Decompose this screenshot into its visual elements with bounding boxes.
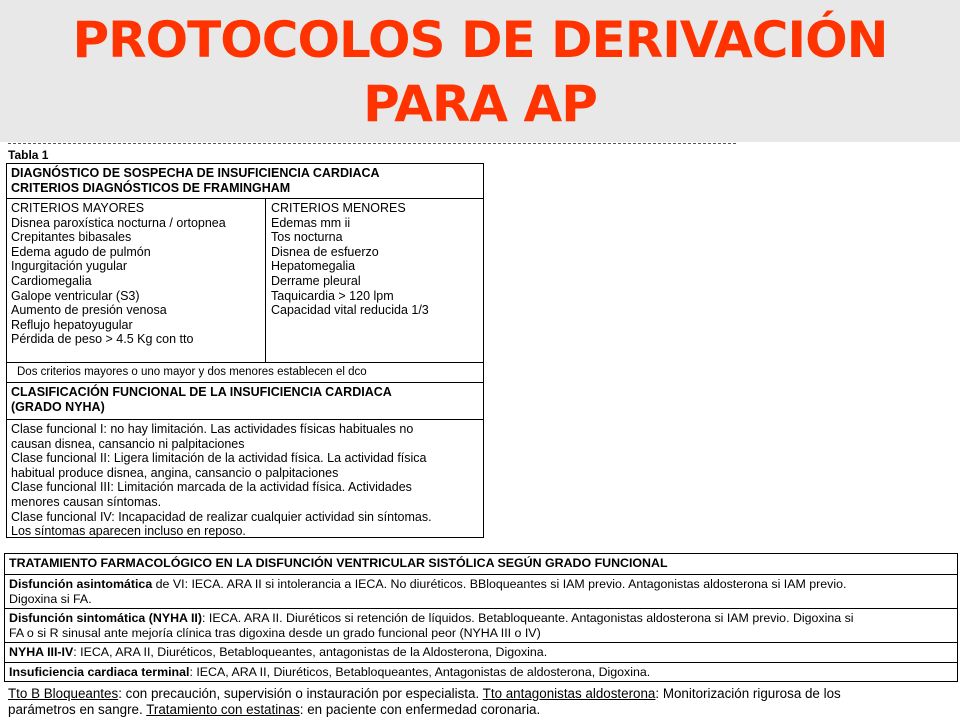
footer-note (8, 686, 952, 718)
criterio-menor: Edemas mm ii (271, 215, 351, 230)
nyha-line: Clase funcional III: Limitación marcada de la actividad física. Actividades (11, 480, 412, 495)
criterio-mayor: Crepitantes bibasales (11, 230, 132, 245)
tratamiento-row-text: de VI: IECA. ARA II si intolerancia a IECA. No diuréticos. BBloqueantes si IAM previo. Antagonistas aldosterona si IAM previo. (152, 577, 847, 591)
nyha-heading (7, 383, 483, 419)
criterio-mayor: Disnea paroxística nocturna / ortopnea (11, 215, 226, 230)
nyha-heading-line1: CLASIFICACIÓN FUNCIONAL DE LA INSUFICIENCIA CARDIACA (11, 385, 392, 399)
nyha-classes (7, 420, 483, 538)
criterios-mayores-title: CRITERIOS MAYORES (11, 201, 145, 215)
criterio-mayor: Edema agudo de pulmón (11, 244, 151, 259)
column-divider (265, 198, 266, 362)
tratamiento-row-label: Insuficiencia cardiaca terminal (9, 665, 190, 679)
criterio-menor: Hepatomegalia (271, 259, 356, 274)
criterio-menor: Taquicardia > 120 lpm (271, 288, 394, 303)
footer-text: : con precaución, supervisión o instauración por especialista. (118, 686, 483, 701)
criterio-menor: Capacidad vital reducida 1/3 (271, 303, 429, 318)
footer-text: parámetros en sangre. (8, 702, 147, 717)
tratamiento-row-label: NYHA III-IV (9, 645, 74, 659)
tratamiento-row (5, 575, 957, 608)
tratamiento-row-text: : IECA. ARA II. Diuréticos si retención de líquidos. Betabloqueante. Antagonistas aldosterona si IAM previo. Digoxina si (202, 611, 854, 625)
criterio-mayor: Pérdida de peso > 4.5 Kg con tto (11, 332, 194, 347)
title-line-2: PARA AP (363, 75, 597, 133)
criterio-mayor: Aumento de presión venosa (11, 303, 167, 318)
nyha-heading-line2: (GRADO NYHA) (11, 399, 105, 414)
tratamiento-row-text-cont: Digoxina si FA. (9, 592, 92, 606)
tratamiento-heading-text: TRATAMIENTO FARMACOLÓGICO EN LA DISFUNCIÓN VENTRICULAR SISTÓLICA SEGÚN GRADO FUNCIONAL (9, 556, 668, 570)
criterios-menores-cell (267, 199, 483, 362)
criterios-mayores-cell (7, 199, 265, 362)
tratamiento-row-label: Disfunción asintomática (9, 577, 153, 591)
title-line-1: PROTOCOLOS DE DERIVACIÓN (72, 11, 888, 69)
tratamiento-row-text: : IECA, ARA II, Diuréticos, Betabloqueantes, antagonistas de la Aldosterona, Digoxina. (73, 645, 548, 659)
tratamiento-table (4, 553, 958, 682)
framingham-heading-line2: CRITERIOS DIAGNÓSTICOS DE FRAMINGHAM (11, 180, 291, 195)
footer-term-bbloqueantes: Tto B Bloqueantes (8, 686, 119, 701)
framingham-nyha-table (6, 163, 484, 538)
dashed-divider (8, 143, 736, 144)
nyha-line: Clase funcional IV: Incapacidad de realizar cualquier actividad sin síntomas. (11, 509, 432, 524)
tratamiento-row (5, 663, 957, 681)
criterio-menor: Derrame pleural (271, 273, 361, 288)
footer-text: : Monitorización rigurosa de los (655, 686, 841, 701)
nyha-line: Los síntomas aparecen incluso en reposo. (11, 524, 246, 538)
footer-text: : en paciente con enfermedad coronaria. (299, 702, 541, 717)
criterio-mayor: Galope ventricular (S3) (11, 288, 140, 303)
nyha-line: Clase funcional I: no hay limitación. Las actividades físicas habituales no (11, 422, 414, 436)
criterio-mayor: Ingurgitación yugular (11, 259, 128, 274)
slide-title (0, 8, 960, 136)
framingham-heading-line1: DIAGNÓSTICO DE SOSPECHA DE INSUFICIENCIA CARDIACA (11, 166, 380, 180)
criterio-mayor: Reflujo hepatoyugular (11, 317, 133, 332)
criterio-menor: Tos nocturna (271, 230, 343, 245)
nyha-line: habitual produce disnea, angina, cansancio o palpitaciones (11, 465, 339, 480)
tratamiento-row (5, 609, 957, 642)
framingham-heading (7, 164, 483, 198)
framingham-note-text: Dos criterios mayores o uno mayor y dos menores establecen el dco (17, 366, 367, 378)
footer-term-aldosterona: Tto antagonistas aldosterona (482, 686, 656, 701)
nyha-line: menores causan síntomas. (11, 494, 162, 509)
criterios-menores-title: CRITERIOS MENORES (271, 201, 406, 215)
nyha-line: Clase funcional II: Ligera limitación de la actividad física. La actividad física (11, 451, 427, 466)
tratamiento-row-label: Disfunción sintomática (NYHA II) (9, 611, 202, 625)
footer-term-estatinas: Tratamiento con estatinas (146, 702, 300, 717)
tratamiento-heading (5, 554, 957, 574)
tratamiento-row-text: : IECA, ARA II, Diuréticos, Betabloqueantes, Antagonistas de aldosterona, Digoxina. (189, 665, 651, 679)
nyha-line: causan disnea, cansancio ni palpitaciones (11, 436, 245, 451)
criterio-menor: Disnea de esfuerzo (271, 244, 379, 259)
tratamiento-row-text-cont: FA o si R sinusal ante mejoría clínica tras digoxina desde un grado funcional peor (NYHA III o IV) (9, 626, 541, 640)
framingham-note (7, 363, 483, 382)
tratamiento-row (5, 643, 957, 662)
table-label: Tabla 1 (8, 148, 49, 162)
criterio-mayor: Cardiomegalia (11, 273, 92, 288)
